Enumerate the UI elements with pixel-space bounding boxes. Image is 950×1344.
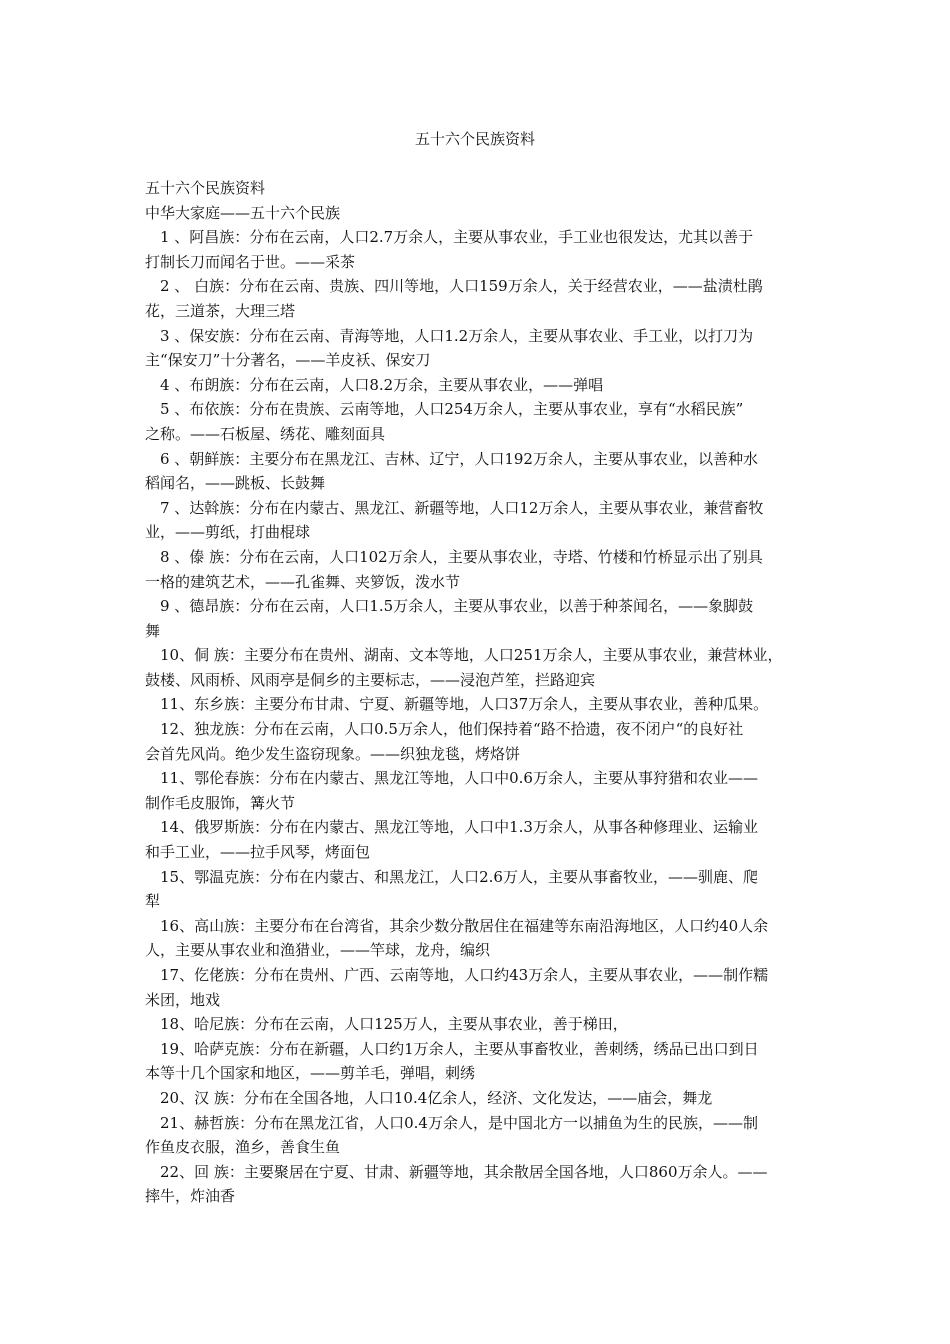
list-item bbox=[145, 717, 810, 766]
entry-line: 3 、保安族：分布在云南、青海等地，人口1.2万余人，主要从事农业、手工业，以打刀为 bbox=[160, 326, 754, 345]
list-item bbox=[145, 225, 810, 274]
entry-list bbox=[145, 225, 810, 1209]
list-item bbox=[145, 1111, 810, 1160]
entry-line: 20、汉 族：分布在全国各地，人口10.4亿余人，经济、文化发达，——庙会，舞龙 bbox=[160, 1088, 713, 1107]
entry-line-continued: 本等十几个国家和地区，——剪羊毛，弹唱，刺绣 bbox=[145, 1064, 476, 1083]
entry-line: 11、东乡族：主要分布甘肃、宁夏、新疆等地，人口37万余人，主要从事农业，善种瓜果。 bbox=[160, 695, 769, 714]
entry-line: 11、鄂伦春族：分布在内蒙古、黑龙江等地，人口中0.6万余人，主要从事狩猎和农业—— bbox=[160, 769, 758, 788]
list-item bbox=[145, 397, 810, 446]
entry-line-continued: 会首先风尚。绝少发生盗窃现象。——织独龙毯，烤烙饼 bbox=[145, 744, 521, 763]
entry-line-continued: 摔牛，炸油香 bbox=[145, 1187, 236, 1206]
list-item bbox=[145, 1037, 810, 1086]
list-item bbox=[145, 914, 810, 963]
entry-line: 7 、达斡族：分布在内蒙古、黑龙江、新疆等地，人口12万余人，主要从事农业，兼营畜牧 bbox=[160, 498, 764, 517]
list-item bbox=[145, 1086, 810, 1111]
section-heading: 五十六个民族资料 bbox=[145, 179, 266, 197]
list-item bbox=[145, 447, 810, 496]
entry-line: 15、鄂温克族：分布在内蒙古、和黑龙江，人口2.6万人，主要从事畜牧业，——驯鹿、爬 bbox=[160, 867, 758, 886]
entry-line: 4 、布朗族：分布在云南，人口8.2万余，主要从事农业，——弹唱 bbox=[160, 375, 604, 394]
entry-line: 22、回 族：主要聚居在宁夏、甘肃、新疆等地，其余散居全国各地，人口860万余人。—— bbox=[160, 1162, 768, 1181]
list-item bbox=[145, 496, 810, 545]
list-item bbox=[145, 766, 810, 815]
list-item bbox=[145, 643, 810, 692]
section-subheading: 中华大家庭——五十六个民族 bbox=[145, 203, 341, 222]
entry-line: 17、仡佬族：分布在贵州、广西、云南等地，人口约43万余人，主要从事农业，——制作糯 bbox=[160, 966, 769, 984]
list-item bbox=[145, 1012, 810, 1037]
entry-line: 1 、阿昌族：分布在云南，人口2.7万余人，主要从事农业，手工业也很发达，尤其以善于 bbox=[160, 228, 754, 247]
entry-line-continued: 舞 bbox=[145, 621, 161, 640]
list-item bbox=[145, 865, 810, 914]
entry-line: 8 、傣 族：分布在云南，人口102万余人，主要从事农业，寺塔、竹楼和竹桥显示出了别具 bbox=[160, 547, 763, 566]
entry-line: 5 、布依族：分布在贵族、云南等地，人口254万余人，主要从事农业，享有“水稻民族” bbox=[160, 400, 744, 419]
list-item bbox=[145, 963, 810, 1012]
entry-line-continued: 稻闻名，——跳板、长鼓舞 bbox=[145, 474, 326, 493]
document-body bbox=[145, 176, 810, 1209]
entry-line-continued: 一格的建筑艺术，——孔雀舞、夹箩饭，泼水节 bbox=[145, 572, 461, 591]
entry-line-continued: 作鱼皮衣服，渔乡，善食生鱼 bbox=[145, 1138, 341, 1157]
list-item bbox=[145, 373, 810, 398]
entry-line: 16、高山族：主要分布在台湾省，其余少数分散居住在福建等东南沿海地区，人口约40人余 bbox=[160, 916, 769, 935]
entry-line: 2 、 白族：分布在云南、贵族、四川等地，人口159万余人，关于经营农业，——盐渍杜鹃 bbox=[160, 277, 763, 296]
document-title: 五十六个民族资料 bbox=[414, 130, 535, 148]
entry-line-continued: 花，三道茶，大理三塔 bbox=[145, 301, 296, 320]
entry-line-continued: 制作毛皮服饰，篝火节 bbox=[145, 793, 296, 812]
entry-line-continued: 主“保安刀”十分著名，——羊皮袄、保安刀 bbox=[145, 351, 431, 370]
list-item bbox=[145, 692, 810, 717]
entry-line-continued: 和手工业，——拉手风琴，烤面包 bbox=[145, 843, 371, 862]
entry-line-continued: 打制长刀而闻名于世。——采茶 bbox=[145, 252, 356, 271]
list-item bbox=[145, 1160, 810, 1209]
entry-line-continued: 业，——剪纸，打曲棍球 bbox=[145, 523, 311, 542]
entry-line: 6 、朝鲜族：主要分布在黑龙江、吉林、辽宁，人口192万余人，主要从事农业，以善种水 bbox=[160, 449, 758, 468]
list-item bbox=[145, 274, 810, 323]
list-item bbox=[145, 545, 810, 594]
entry-line-continued: 人，主要从事农业和渔猎业，——竿球，龙舟，编织 bbox=[145, 941, 491, 960]
entry-line-continued: 之称。——石板屋、绣花、雕刻面具 bbox=[145, 424, 386, 443]
entry-line: 21、赫哲族：分布在黑龙江省，人口0.4万余人，是中国北方一以捕鱼为生的民族，——制 bbox=[160, 1113, 758, 1132]
entry-line: 12、独龙族：分布在云南，人口0.5万余人，他们保持着“路不拾遗，夜不闭户“的良好社 bbox=[160, 720, 744, 739]
list-item bbox=[145, 594, 810, 643]
entry-line: 10、侗 族：主要分布在贵州、湖南、文本等地，人口251万余人，主要从事农业，兼营林业， bbox=[160, 646, 783, 665]
list-item bbox=[145, 815, 810, 864]
entry-line: 14、俄罗斯族：分布在内蒙古、黑龙江等地，人口中1.3万余人，从事各种修理业、运输业 bbox=[160, 818, 758, 837]
entry-line: 19、哈萨克族：分布在新疆，人口约1万余人，主要从事畜牧业，善刺绣，绣品已出口到日 bbox=[160, 1039, 759, 1058]
entry-line-continued: 米团，地戏 bbox=[145, 990, 221, 1009]
entry-line-continued: 鼓楼、风雨桥、风雨亭是侗乡的主要标志，——浸泡芦笙，拦路迎宾 bbox=[145, 670, 596, 689]
entry-line-continued: 犁 bbox=[145, 892, 161, 911]
entry-line: 18、哈尼族：分布在云南，人口125万人，主要从事农业，善于梯田， bbox=[160, 1015, 628, 1034]
entry-line: 9 、德昂族：分布在云南，人口1.5万余人，主要从事农业，以善于种茶闻名，——象脚鼓 bbox=[160, 597, 754, 616]
list-item bbox=[145, 324, 810, 373]
